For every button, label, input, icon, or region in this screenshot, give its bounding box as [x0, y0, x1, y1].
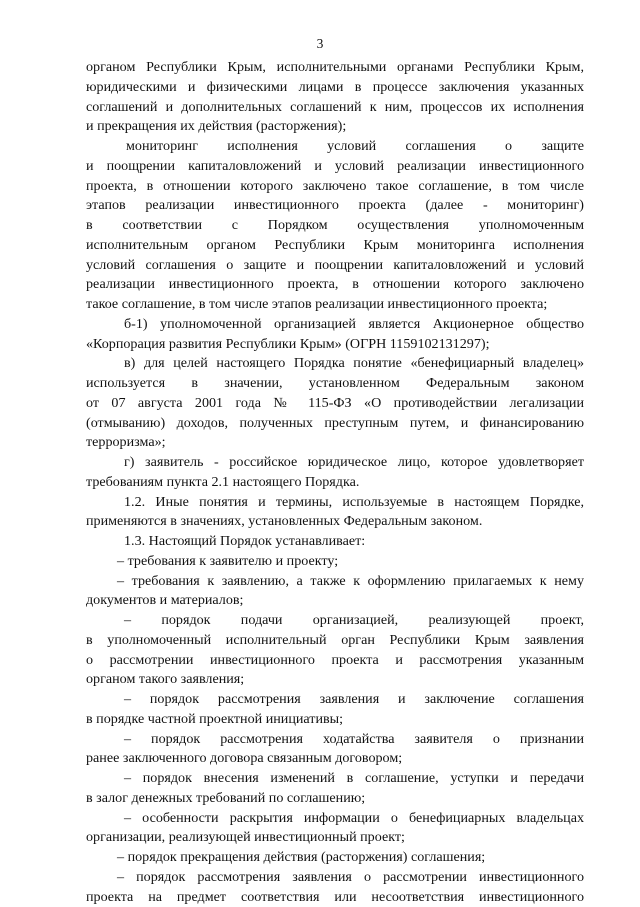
text-line: такое соглашение, в том числе этапов реализации инвестиционного проекта; [86, 295, 584, 315]
text-line: от 07 августа 2001 года № 115-ФЗ «О противодействии легализации [86, 394, 584, 414]
list-item [86, 868, 584, 907]
document-body [86, 58, 584, 907]
text-line: б-1) уполномоченной организацией является Акционерное общество [86, 315, 584, 335]
text-line: юридическими и физическими лицами в процессе заключения указанных [86, 78, 584, 98]
text-line: исполнительным органом Республики Крым мониторинга исполнения [86, 236, 584, 256]
text-line: – порядок прекращения действия (расторжения) соглашения; [86, 848, 584, 868]
text-line: органом Республики Крым, исполнительными органами Республики Крым, [86, 58, 584, 78]
text-line: – порядок рассмотрения заявления о рассмотрении инвестиционного [86, 868, 584, 888]
paragraph-continuation [86, 58, 584, 137]
text-line: – порядок внесения изменений в соглашение, уступки и передачи [86, 769, 584, 789]
text-line: мониторинг исполнения условий соглашения о защите [86, 137, 584, 157]
text-line: – порядок подачи организацией, реализующей проект, [86, 611, 584, 631]
list-item [86, 552, 584, 572]
text-line: проекта на предмет соответствия или несоответствия инвестиционного [86, 888, 584, 907]
text-line: применяются в значениях, установленных Федеральным законом. [86, 512, 584, 532]
paragraph-monitoring [86, 137, 584, 315]
paragraph-b1 [86, 315, 584, 355]
text-line: реализации инвестиционного проекта, в отношении которого заключено [86, 275, 584, 295]
text-line: о рассмотрении инвестиционного проекта и рассмотрения указанным [86, 651, 584, 671]
text-line: терроризма»; [86, 433, 584, 453]
paragraph-g [86, 453, 584, 493]
list-item [86, 848, 584, 868]
text-line: и поощрении капиталовложений и условий реализации инвестиционного [86, 157, 584, 177]
text-line: органом такого заявления; [86, 670, 584, 690]
paragraph-1-2 [86, 493, 584, 533]
text-line: требованиям пункта 2.1 настоящего Порядка. [86, 473, 584, 493]
text-line: (отмыванию) доходов, полученных преступным путем, и финансированию [86, 414, 584, 434]
paragraph-v [86, 354, 584, 453]
page-number: 3 [0, 36, 640, 52]
list-item [86, 730, 584, 770]
list-item [86, 690, 584, 730]
text-line: 1.2. Иные понятия и термины, используемые в настоящем Порядке, [86, 493, 584, 513]
text-line: – порядок рассмотрения заявления и заключение соглашения [86, 690, 584, 710]
text-line: организации, реализующей инвестиционный проект; [86, 828, 584, 848]
text-line: используется в значении, установленном Федеральным законом [86, 374, 584, 394]
text-line: в) для целей настоящего Порядка понятие «бенефициарный владелец» [86, 354, 584, 374]
text-line: – требования к заявителю и проекту; [86, 552, 584, 572]
text-line: документов и материалов; [86, 591, 584, 611]
text-line: условий соглашения о защите и поощрении капиталовложений и условий [86, 256, 584, 276]
text-line: «Корпорация развития Республики Крым» (ОГРН 1159102131297); [86, 335, 584, 355]
text-line: в уполномоченный исполнительный орган Республики Крым заявления [86, 631, 584, 651]
list-item [86, 572, 584, 612]
text-line: соглашений и дополнительных соглашений к ним, процессов их исполнения [86, 98, 584, 118]
text-line: – требования к заявлению, а также к оформлению прилагаемых к нему [86, 572, 584, 592]
list-item [86, 769, 584, 809]
text-line: в соответствии с Порядком осуществления уполномоченным [86, 216, 584, 236]
text-line: ранее заключенного договора связанным договором; [86, 749, 584, 769]
text-line: – порядок рассмотрения ходатайства заявителя о признании [86, 730, 584, 750]
list-item [86, 611, 584, 690]
text-line: – особенности раскрытия информации о бенефициарных владельцах [86, 809, 584, 829]
text-line: проекта, в отношении которого заключено такое соглашение, в том числе [86, 177, 584, 197]
text-line: в залог денежных требований по соглашению; [86, 789, 584, 809]
paragraph-1-3 [86, 532, 584, 552]
text-line: этапов реализации инвестиционного проекта (далее - мониторинг) [86, 196, 584, 216]
text-line: и прекращения их действия (расторжения); [86, 117, 584, 137]
text-line: в порядке частной проектной инициативы; [86, 710, 584, 730]
list-item [86, 809, 584, 849]
text-line: г) заявитель - российское юридическое лицо, которое удовлетворяет [86, 453, 584, 473]
text-line: 1.3. Настоящий Порядок устанавливает: [86, 532, 584, 552]
